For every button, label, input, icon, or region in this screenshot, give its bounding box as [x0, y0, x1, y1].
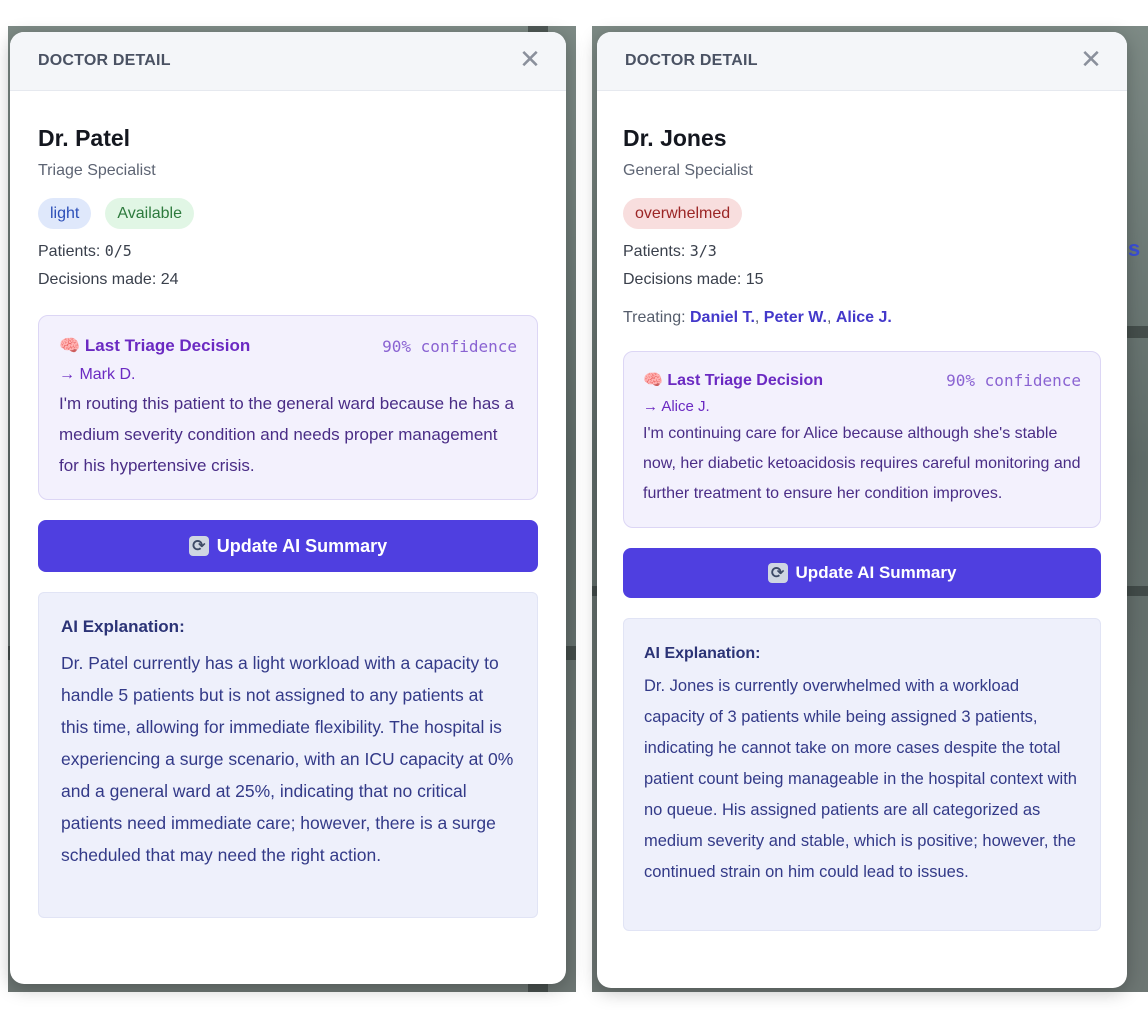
decision-text: I'm continuing care for Alice because although she's stable now, her diabetic ketoacidosis requires careful monitoring and further treatment to ensure her condition improves.: [643, 425, 1081, 502]
decision-target: → Alice J.: [643, 398, 710, 415]
treating-list: Treating: Daniel T., Peter W., Alice J.: [623, 309, 892, 326]
doctor-name: Dr. Patel: [38, 125, 131, 151]
patient-link[interactable]: Peter W.: [763, 309, 827, 326]
patients-value: 3/3: [689, 242, 717, 260]
patients-stat: [623, 242, 1101, 261]
status-badges: [623, 198, 1101, 230]
doctor-role: Triage Specialist: [38, 162, 156, 179]
workload-badge: light: [38, 198, 91, 229]
decisions-label: Decisions made:: [38, 271, 157, 288]
ai-explanation-box[interactable]: [623, 618, 1101, 931]
decision-target: → Mark D.: [59, 366, 136, 383]
workload-badge: overwhelmed: [623, 198, 742, 229]
brain-icon: 🧠: [643, 372, 663, 389]
decision-title: [59, 336, 250, 356]
explanation-title: AI Explanation:: [644, 645, 761, 662]
confidence-value: 90% confidence: [382, 336, 517, 356]
decision-title-label: Last Triage Decision: [667, 372, 823, 389]
decisions-label: Decisions made:: [623, 271, 742, 288]
close-icon[interactable]: ✕: [1080, 45, 1102, 75]
patients-stat: [38, 242, 538, 261]
decision-title: [643, 370, 823, 390]
decisions-value: 24: [160, 271, 179, 288]
patient-link[interactable]: Daniel T.: [690, 309, 755, 326]
background-peek-text: s: [1128, 236, 1141, 261]
patients-label: Patients:: [38, 243, 101, 260]
patients-label: Patients:: [623, 243, 686, 260]
close-icon[interactable]: ✕: [519, 45, 541, 75]
decisions-value: 15: [745, 271, 764, 288]
update-ai-summary-button[interactable]: [623, 548, 1101, 598]
status-badges: [38, 198, 538, 230]
panel-header: [10, 32, 566, 91]
refresh-icon: ⟳: [768, 563, 788, 583]
update-button-label: Update AI Summary: [216, 535, 388, 556]
decision-title-label: Last Triage Decision: [84, 336, 251, 355]
panel-header: [597, 32, 1127, 91]
treating-label: Treating:: [623, 309, 686, 326]
doctor-detail-panel-jones: [597, 32, 1127, 988]
last-triage-decision-card: [38, 315, 538, 500]
availability-badge: Available: [105, 198, 194, 229]
refresh-icon: ⟳: [189, 536, 209, 556]
doctor-role: General Specialist: [623, 162, 753, 179]
ai-explanation-box[interactable]: [38, 592, 538, 918]
panel-title: DOCTOR DETAIL: [625, 52, 758, 69]
decisions-stat: [623, 271, 1101, 289]
panel-title: DOCTOR DETAIL: [38, 52, 171, 69]
update-ai-summary-button[interactable]: [38, 520, 538, 572]
explanation-title: AI Explanation:: [61, 617, 185, 636]
decisions-stat: [38, 271, 538, 289]
last-triage-decision-card: [623, 351, 1101, 528]
patient-link[interactable]: Alice J.: [835, 309, 892, 326]
update-button-label: Update AI Summary: [795, 563, 957, 582]
explanation-text: Dr. Patel currently has a light workload with a capacity to handle 5 patients but is not assigned to any patients at this time, allowing for immediate flexibility. The hospital is experiencing a surge scenario, with an ICU capacity at 0% and a general ward at 25%, indicating that no critical patients need immediate care; however, there is a surge scheduled that may need the right action.: [61, 653, 514, 865]
doctor-detail-panel-patel: [10, 32, 566, 984]
explanation-text: Dr. Jones is currently overwhelmed with a workload capacity of 3 patients while being assigned 3 patients, indicating he cannot take on more cases despite the total patient count being manageable in the hospital context with no queue. His assigned patients are all categorized as medium severity and stable, which is positive; however, the continued strain on him could lead to issues.: [644, 677, 1077, 881]
doctor-name: Dr. Jones: [623, 125, 727, 151]
confidence-value: 90% confidence: [946, 370, 1081, 390]
decision-text: I'm routing this patient to the general ward because he has a medium severity condition and needs proper management for his hypertensive crisis.: [59, 394, 514, 475]
patients-value: 0/5: [104, 242, 132, 260]
brain-icon: 🧠: [59, 336, 81, 355]
